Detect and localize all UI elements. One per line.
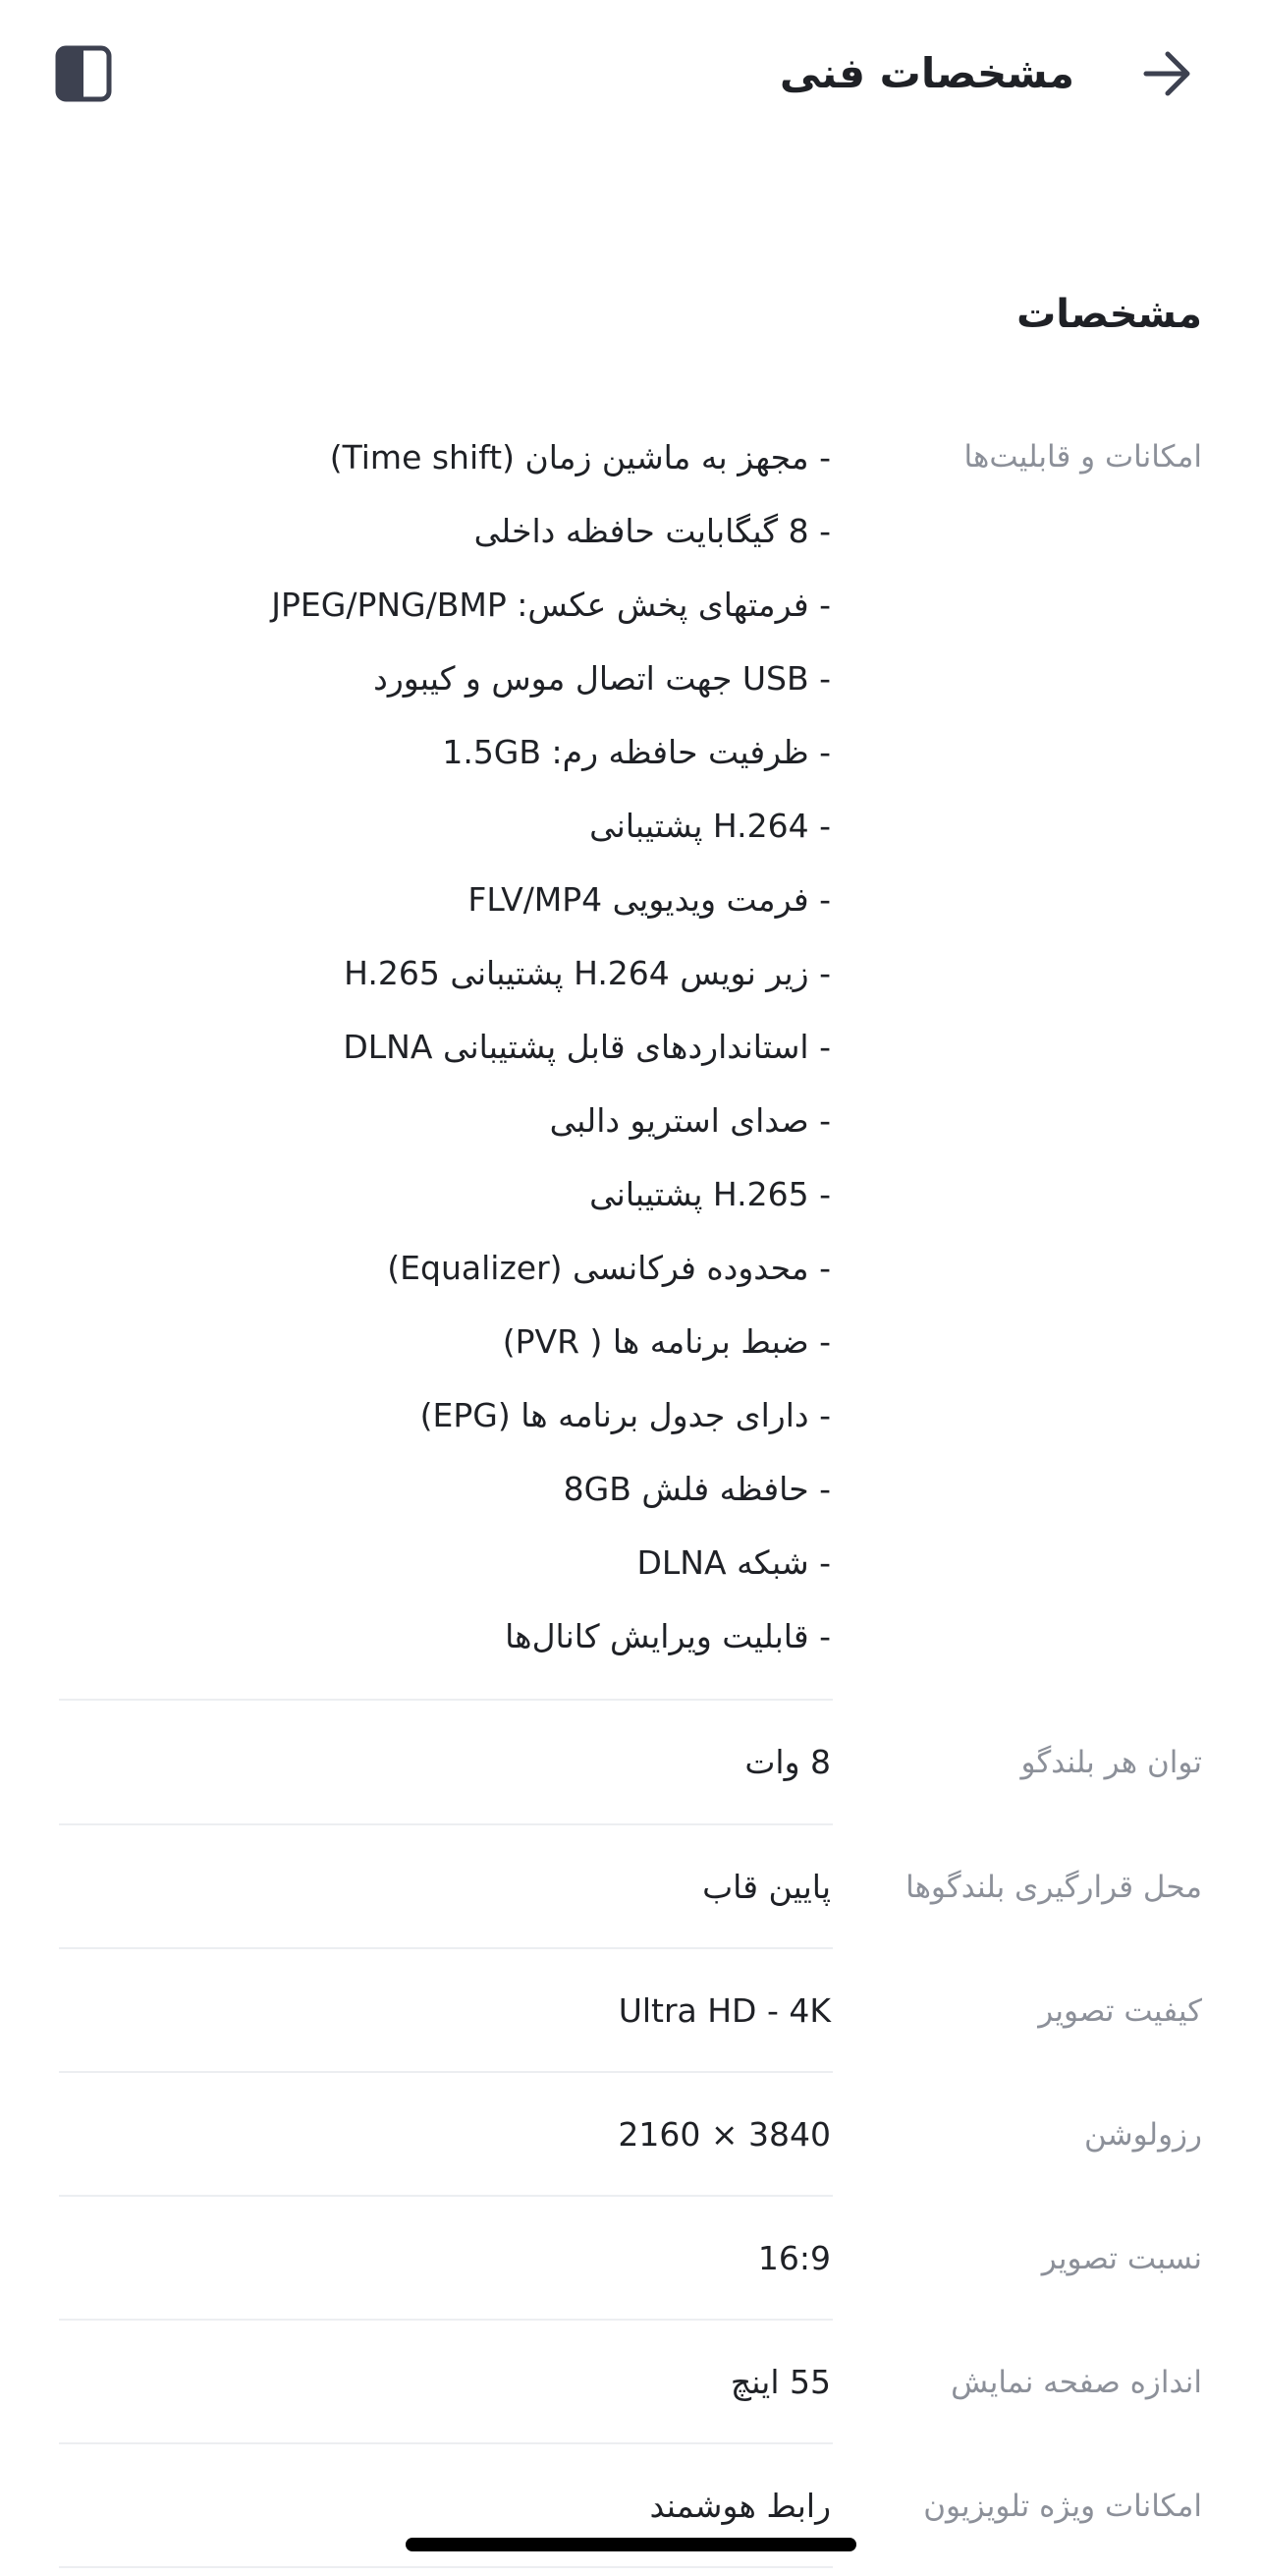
spec-value: Ultra HD - 4K — [618, 1991, 831, 2030]
spec-label: امکانات ویژه تلویزیون — [923, 2489, 1202, 2524]
features-label: امکانات و قابلیت‌ها — [963, 439, 1202, 475]
section-title: مشخصات — [1016, 292, 1202, 337]
arrow-right-icon — [1140, 46, 1195, 101]
feature-item: - دارای جدول برنامه ها (EPG) — [419, 1396, 831, 1434]
feature-item: - محدوده فرکانسی (Equalizer) — [387, 1249, 831, 1287]
feature-item: - USB جهت اتصال موس و کیبورد — [373, 659, 831, 698]
spec-label: محل قرارگیری بلندگوها — [905, 1870, 1202, 1905]
spec-row-picture-quality — [59, 1949, 1202, 2073]
feature-item: - شبکه DLNA — [636, 1543, 831, 1582]
features-list — [59, 420, 831, 1673]
feature-item: - قابلیت ویرایش کانال‌ها — [505, 1617, 831, 1655]
features-row — [59, 420, 1202, 1698]
row-divider — [59, 2566, 833, 2568]
app-header — [0, 0, 1261, 147]
feature-item: - فرمتهای پخش عکس: JPEG/PNG/BMP — [271, 586, 831, 624]
spec-value: پایین قاب — [702, 1868, 831, 1906]
spec-label: کیفیت تصویر — [1038, 1993, 1202, 2029]
feature-item: - ظرفیت حافظه رم: 1.5GB — [442, 733, 831, 771]
feature-item: - ضبط برنامه ها ( PVR) — [502, 1322, 831, 1361]
spec-label: اندازه صفحه نمایش — [951, 2365, 1202, 2400]
back-button[interactable] — [1133, 39, 1202, 108]
spec-value: 8 وات — [744, 1743, 831, 1781]
spec-label: نسبت تصویر — [1041, 2241, 1202, 2276]
feature-item: - 8 گیگابایت حافظه داخلی — [473, 512, 831, 550]
spec-label: توان هر بلندگو — [1020, 1745, 1202, 1780]
feature-item: - H.265 پشتیبانی — [589, 1175, 831, 1213]
spec-row-resolution — [59, 2073, 1202, 2197]
spec-value: 3840 × 2160 — [618, 2115, 831, 2154]
spec-row-speaker-location — [59, 1825, 1202, 1949]
feature-item: - صدای استریو دالبی — [549, 1101, 831, 1140]
feature-item: - فرمت ویدیویی FLV/MP4 — [467, 880, 831, 919]
spec-row-aspect-ratio — [59, 2197, 1202, 2321]
spec-value: 16:9 — [757, 2239, 831, 2277]
split-view-icon — [54, 44, 113, 103]
spec-row-speaker-power — [59, 1701, 1202, 1824]
feature-item: - حافظه فلش 8GB — [563, 1470, 831, 1508]
feature-item: - زیر نویس H.264 پشتیبانی H.265 — [344, 954, 831, 992]
spec-label: رزولوشن — [1084, 2117, 1202, 2153]
feature-item: - H.264 پشتیبانی — [589, 807, 831, 845]
spec-value: 55 اینچ — [730, 2363, 831, 2401]
page-title: مشخصات فنی — [779, 49, 1074, 97]
compare-view-button[interactable] — [51, 41, 116, 106]
feature-item: - مجهز به ماشین زمان (Time shift) — [329, 438, 831, 476]
spec-row-screen-size — [59, 2321, 1202, 2444]
spec-value: رابط هوشمند — [649, 2487, 831, 2525]
feature-item: - استانداردهای قابل پشتیبانی DLNA — [343, 1028, 831, 1066]
home-indicator[interactable] — [406, 2538, 856, 2551]
